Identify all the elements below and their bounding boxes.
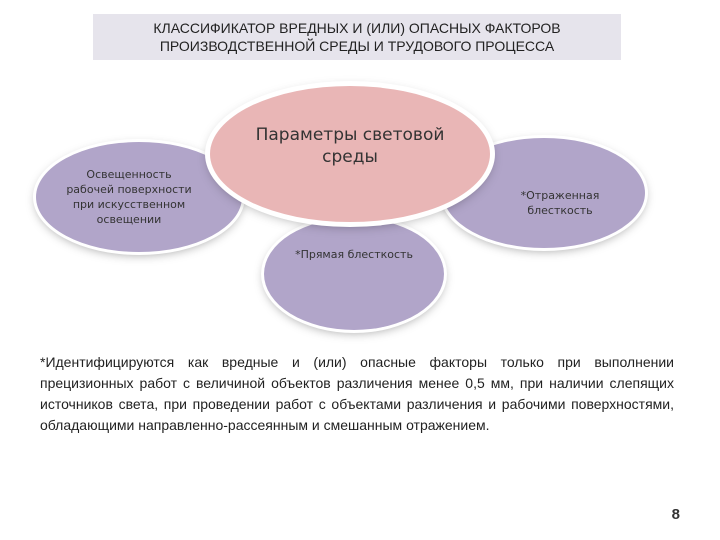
node-illumination-label: Освещенность рабочей поверхности при искусственном освещении: [66, 168, 192, 226]
node-light-environment-label: Параметры световой среды: [255, 125, 445, 167]
footnote: *Идентифицируются как вредные и (или) опасные факторы только при выполнении прецизионных работ с величиной объектов различения менее 0,5 мм, при наличии слепящих источников света, при проведении работ с объектами различения и рабочими поверхностями, обладающими направленно-рассеянным и смешанным отражением.: [40, 354, 674, 433]
slide-title-line-2: ПРОИЗВОДСТВЕННОЙ СРЕДЫ И ТРУДОВОГО ПРОЦЕССА: [159, 38, 555, 54]
slide-title: [93, 14, 621, 60]
slide-title-line-1: КЛАССИФИКАТОР ВРЕДНЫХ И (ИЛИ) ОПАСНЫХ ФАКТОРОВ: [153, 20, 561, 36]
node-direct-glare: [264, 218, 444, 330]
node-reflected-glare-label: *Отраженная блесткость: [520, 189, 600, 217]
node-light-environment: [210, 86, 490, 222]
node-direct-glare-label: *Прямая блесткость: [295, 247, 413, 261]
page-number: 8: [671, 506, 680, 523]
